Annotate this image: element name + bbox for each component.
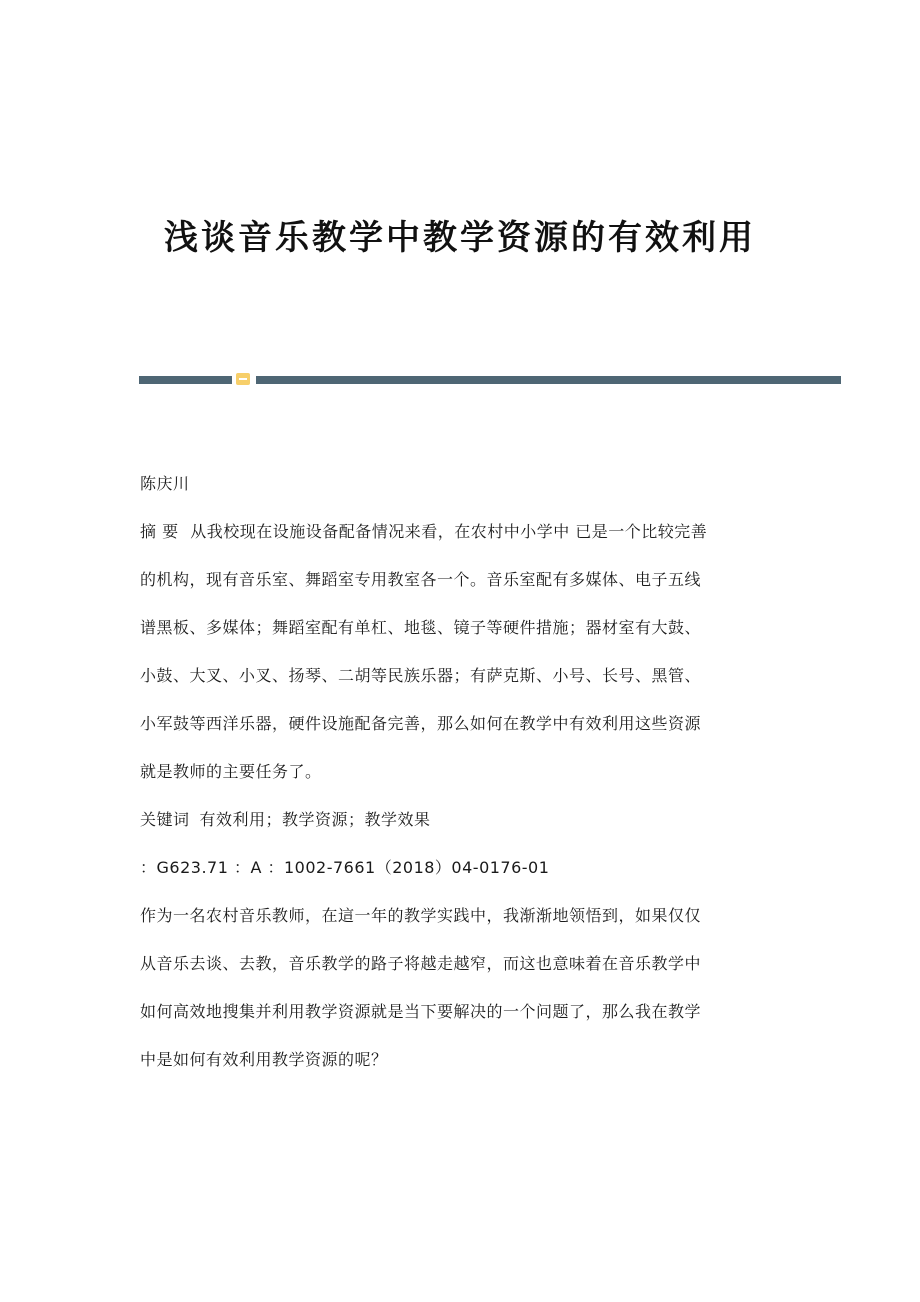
divider-bar-right [256,376,841,384]
body-line: 作为一名农村音乐教师，在這一年的教学实践中，我渐渐地领悟到，如果仅仅 [140,906,702,925]
keywords-label: 关键词 [140,810,190,829]
abstract-line: 谱黑板、多媒体；舞蹈室配有单杠、地毯、镜子等硬件措施；器材室有大鼓、 [140,618,702,637]
keywords-text: 有效利用；教学资源；教学效果 [199,810,431,829]
body-line: 中是如何有效利用教学资源的呢？ [140,1050,388,1069]
abstract-line: 小鼓、大叉、小叉、扬琴、二胡等民族乐器；有萨克斯、小号、长号、黑管、 [140,666,702,685]
abstract-line: 的机构，现有音乐室、舞蹈室专用教室各一个。音乐室配有多媒体、电子五线 [140,570,702,589]
abstract-label: 摘 要 [140,522,179,541]
title-divider [139,373,841,385]
document-content [140,468,780,1092]
classification-line: ：G623.71 ：A ：1002-7661（2018）04-0176-01 [140,858,550,877]
body-section [140,900,780,1092]
abstract-text: 从我校现在设施设备配备情况来看，在农村中小学中 已是一个比较完善 [190,522,708,541]
keywords-line [140,804,780,852]
divider-marker-icon [236,373,250,385]
body-line: 如何高效地搜集并利用教学资源就是当下要解决的一个问题了，那么我在教学 [140,1002,702,1021]
author-name: 陈庆川 [140,474,190,493]
abstract-line: 小军鼓等西洋乐器，硬件设施配备完善，那么如何在教学中有效利用这些资源 [140,714,702,733]
abstract-line [140,516,780,564]
divider-bar-left [139,376,232,384]
document-title: 浅谈音乐教学中教学资源的有效利用 [164,218,756,258]
abstract-line: 就是教师的主要任务了。 [140,762,322,781]
abstract-section [140,516,780,804]
body-line: 从音乐去谈、去教，音乐教学的路子将越走越窄，而这也意味着在音乐教学中 [140,954,702,973]
